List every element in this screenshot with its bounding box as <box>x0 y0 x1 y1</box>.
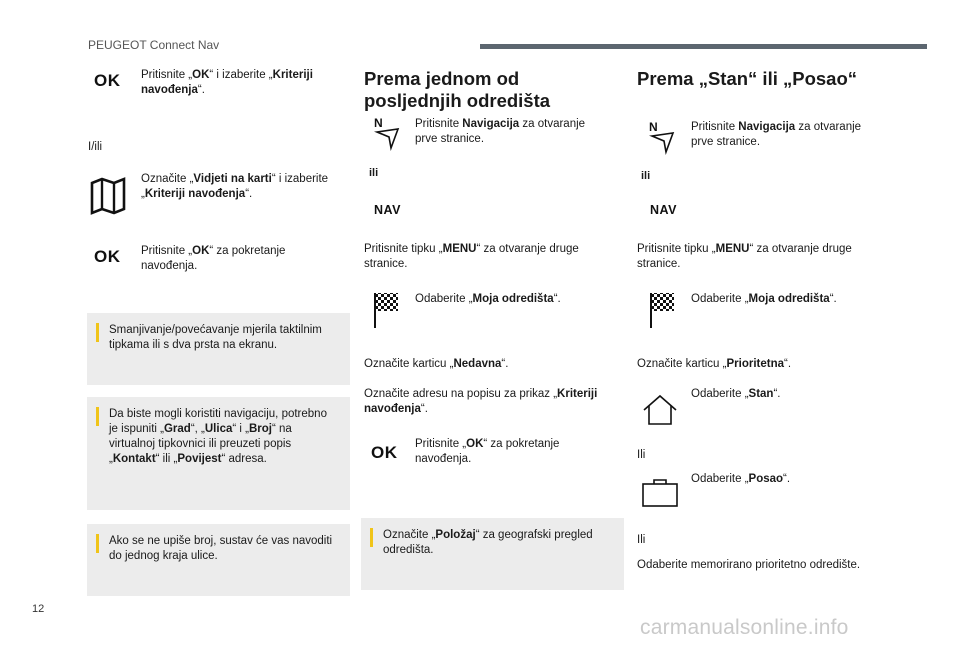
header-bar <box>480 44 927 49</box>
col2-step4: Označite karticu „Nedavna“. <box>364 358 509 370</box>
col3-step5: Odaberite „Stan“. <box>691 388 781 400</box>
manual-header: PEUGEOT Connect Nav <box>88 38 220 52</box>
flag-icon <box>648 291 678 329</box>
col1-step2: Označite „Vidjeti na karti“ i izaberite „Kriteriji navođenja“. <box>141 173 329 200</box>
nav-button-icon: NAV <box>374 203 401 217</box>
svg-text:N: N <box>374 116 383 130</box>
col2-or: ili <box>369 167 379 179</box>
col3-or-1: Ili <box>637 449 646 461</box>
home-icon <box>641 394 679 426</box>
col3-step1: Pritisnite Navigacija za otvaranje prve stranice. <box>691 121 862 148</box>
col2-step1: Pritisnite Navigacija za otvaranje prve stranice. <box>415 118 586 145</box>
col2-heading: Prema jednom od posljednjih odredišta <box>364 68 551 111</box>
col3-or-2: Ili <box>637 534 646 546</box>
flag-icon <box>372 291 402 329</box>
col1-or-label: I/ili <box>88 141 103 153</box>
note-position: Označite „Položaj“ za geografski pregled odredišta. <box>361 518 624 590</box>
briefcase-icon <box>641 478 679 508</box>
navigation-arrow-icon <box>370 115 402 151</box>
col3-heading: Prema „Stan“ ili „Posao“ <box>637 68 858 89</box>
note-zoom: Smanjivanje/povećavanje mjerila taktilnim tipkama ili s dva prsta na ekranu. <box>87 313 350 385</box>
page-number: 12 <box>32 603 45 615</box>
ok-icon: OK <box>371 443 398 462</box>
col3-step3: Odaberite „Moja odredišta“. <box>691 293 837 305</box>
nav-button-icon: NAV <box>650 203 677 217</box>
col2-step5: Označite adresu na popisu za prikaz „Kriteriji navođenja“. <box>364 388 598 415</box>
col2-step2: Pritisnite tipku „MENU“ za otvaranje druge stranice. <box>364 243 579 270</box>
col2-step6: Pritisnite „OK“ za pokretanje navođenja. <box>415 438 560 465</box>
ok-icon: OK <box>94 71 121 90</box>
map-icon <box>90 177 126 215</box>
note-address-input: Da biste mogli koristiti navigaciju, potrebno je ispuniti „Grad“, „Ulica“ i „Broj“ na virtualnoj tipkovnici ili preuzeti popis „Kontakt“ ili „Povijest“ adresa. <box>87 397 350 510</box>
col1-step3: Pritisnite „OK“ za pokretanje navođenja. <box>141 245 286 272</box>
col3-step4: Označite karticu „Prioritetna“. <box>637 358 792 370</box>
note-no-number: Ako se ne upiše broj, sustav će vas navoditi do jednog kraja ulice. <box>87 524 350 596</box>
svg-text:N: N <box>649 120 658 134</box>
navigation-arrow-icon <box>645 119 677 155</box>
col1-step1: Pritisnite „OK“ i izaberite „Kriteriji navođenja“. <box>141 69 313 96</box>
col2-step3: Odaberite „Moja odredišta“. <box>415 293 561 305</box>
col3-step7: Odaberite memorirano prioritetno odredište. <box>637 559 861 571</box>
watermark: carmanualsonline.info <box>640 616 849 639</box>
col3-or: ili <box>641 170 651 182</box>
col3-step2: Pritisnite tipku „MENU“ za otvaranje druge stranice. <box>637 243 852 270</box>
col3-step6: Odaberite „Posao“. <box>691 473 791 485</box>
ok-icon: OK <box>94 247 121 266</box>
